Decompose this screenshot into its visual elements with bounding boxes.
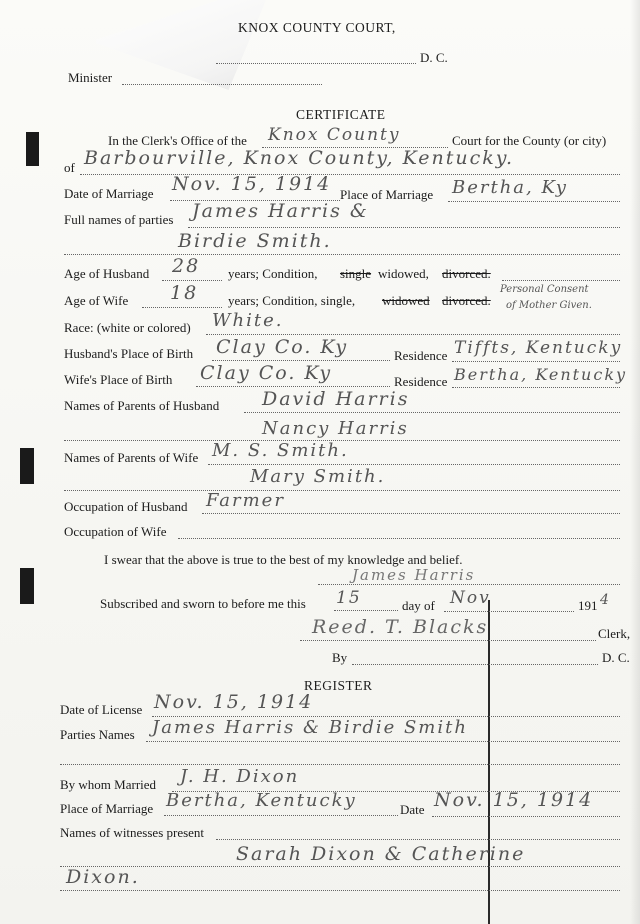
line [334,610,398,611]
line [146,741,620,742]
full-names-label: Full names of parties [64,212,174,227]
age-wife-value: 18 [170,282,199,304]
line [352,664,598,665]
line [448,201,620,202]
folded-corner [96,0,266,90]
license-date-label: Date of License [60,702,143,717]
parties-names-value: James Harris & Birdie Smith [152,717,468,738]
consent-note-1: Personal Consent [500,284,589,295]
wife-residence-label: Residence [394,374,448,389]
age-husband-label: Age of Husband [64,266,150,281]
condition-husband-divorced: divorced. [442,266,491,281]
license-date-value: Nov. 15, 1914 [154,691,314,713]
line [60,890,620,891]
line [178,538,620,539]
married-by-label: By whom Married [60,777,157,792]
line [202,513,620,514]
parents-wife-2: Mary Smith. [250,466,386,487]
line [188,227,620,228]
line [206,334,620,335]
dc-label: D. C. [420,50,448,65]
subscribed-label: Subscribed and sworn to before me this [100,596,306,611]
court-for-county-label: Court for the County (or city) [452,133,607,148]
certificate-title: CERTIFICATE [296,107,386,122]
court-name: KNOX COUNTY COURT, [238,20,396,35]
line [164,815,398,816]
line [64,490,620,491]
applicant-signature: James Harris [352,566,476,584]
condition-wife-widowed: widowed [382,293,430,308]
consent-note-2: of Mother Given. [506,300,592,311]
clerk-signature: Reed. T. Blacks [312,616,489,638]
line [64,254,620,255]
line [452,387,620,388]
line [196,386,390,387]
husband-birthplace-value: Clay Co. Ky [216,336,349,358]
wife-birthplace-value: Clay Co. Ky [200,362,333,384]
day-of-label: day of [402,598,435,613]
husband-residence-value: Tiffts, Kentucky [454,338,623,358]
register-place-label: Place of Marriage [60,801,154,816]
clerk-label: Clerk, [598,626,631,641]
register-date-value: Nov. 15, 1914 [434,789,594,811]
line [452,361,620,362]
sworn-day: 15 [336,588,362,608]
date-of-marriage-label: Date of Marriage [64,186,154,201]
register-place-value: Bertha, Kentucky [166,790,357,811]
line [60,866,620,867]
minister-line [122,84,322,85]
line [212,360,390,361]
parents-husband-label: Names of Parents of Husband [64,398,220,413]
condition-label-husband: years; Condition, [228,266,318,281]
line [208,464,620,465]
sworn-month: Nov [450,588,491,608]
parents-husband-1: David Harris [262,388,410,410]
of-value: Barbourville, Knox County, Kentucky. [84,147,515,169]
condition-wife-divorced: divorced. [442,293,491,308]
line [318,584,620,585]
parents-husband-2: Nancy Harris [262,418,409,439]
binder-mark [20,448,34,484]
witnesses-2: Dixon. [66,866,140,888]
page-edge-shadow [630,0,640,924]
parents-wife-label: Names of Parents of Wife [64,450,199,465]
register-date-label: Date [400,802,425,817]
place-of-marriage-value: Bertha, Ky [452,177,568,198]
clerks-office-value: Knox County [268,125,401,145]
race-label: Race: (white or colored) [64,320,191,335]
occupation-wife-label: Occupation of Wife [64,524,167,539]
line [142,307,222,308]
binder-mark [20,568,34,604]
line [80,174,620,175]
line [162,280,222,281]
occupation-husband-label: Occupation of Husband [64,499,188,514]
party-2: Birdie Smith. [178,230,332,252]
line [216,839,620,840]
line [244,412,620,413]
binder-mark [26,132,39,166]
race-value: White. [212,310,284,331]
line [502,280,620,281]
date-of-marriage-value: Nov. 15, 1914 [172,173,332,195]
age-wife-label: Age of Wife [64,293,129,308]
line [300,640,596,641]
condition-husband-single: single [340,266,372,281]
dc-label-2: D. C. [602,650,630,665]
dc-line [216,63,416,64]
married-by-value: J. H. Dixon [180,766,300,787]
condition-husband-widowed: widowed, [378,266,429,281]
party-1: James Harris & [192,200,369,222]
parties-names-label: Parties Names [60,727,135,742]
year-value: 4 [600,592,609,608]
line [444,611,574,612]
of-label: of [64,160,75,175]
swear-text: I swear that the above is true to the best of my knowledge and belief. [104,552,463,567]
register-title: REGISTER [304,678,373,693]
husband-birthplace-label: Husband's Place of Birth [64,346,194,361]
clerks-office-label: In the Clerk's Office of the [108,133,247,148]
occupation-husband-value: Farmer [206,490,285,511]
witnesses-label: Names of witnesses present [60,825,205,840]
place-of-marriage-label: Place of Marriage [340,187,434,202]
vertical-rule [488,600,490,924]
wife-residence-value: Bertha, Kentucky [454,365,628,384]
minister-label: Minister [68,70,113,85]
year-label: 191 [578,598,598,613]
line [432,816,620,817]
wife-birthplace-label: Wife's Place of Birth [64,372,173,387]
line [60,764,620,765]
age-husband-value: 28 [172,255,201,277]
condition-label-wife: years; Condition, single, [228,293,356,308]
witnesses-1: Sarah Dixon & Catherine [236,843,526,865]
husband-residence-label: Residence [394,348,448,363]
parents-wife-1: M. S. Smith. [212,440,349,461]
by-label: By [332,650,348,665]
